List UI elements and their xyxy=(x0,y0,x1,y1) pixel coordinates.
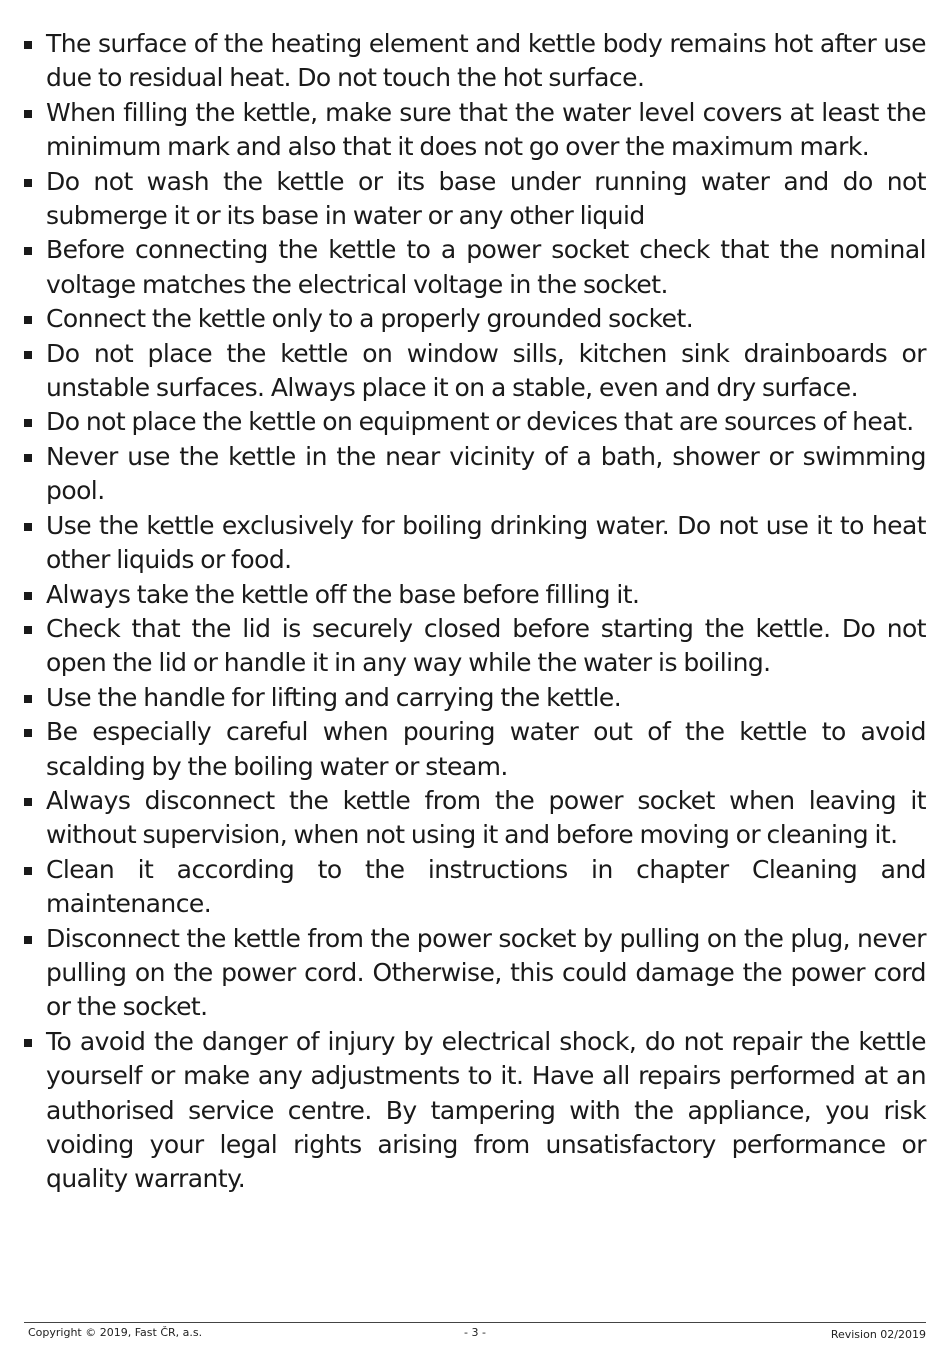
list-item-text: Before connecting the kettle to a power socket check that the nominal voltage matches the electrical voltage in the socket. xyxy=(46,235,926,299)
list-item-text: Do not place the kettle on window sills, kitchen sink drainboards or unstable surfaces. Always place it on a stable, even and dry surface. xyxy=(46,338,926,403)
list-item xyxy=(24,96,926,165)
square-bullet-icon xyxy=(24,867,32,875)
list-item xyxy=(24,578,926,612)
list-item xyxy=(24,165,926,234)
list-item xyxy=(24,853,926,922)
page-footer xyxy=(24,1326,926,1344)
list-item xyxy=(24,681,926,715)
list-item-text: Use the handle for lifting and carrying the kettle. xyxy=(46,682,622,712)
square-bullet-icon xyxy=(24,729,32,737)
square-bullet-icon xyxy=(24,523,32,531)
square-bullet-icon xyxy=(24,419,32,427)
list-item-text: Connect the kettle only to a properly grounded socket. xyxy=(46,304,694,334)
square-bullet-icon xyxy=(24,695,32,703)
list-item-text: Always disconnect the kettle from the power socket when leaving it without supervision, when not using it and before moving or cleaning it. xyxy=(46,785,926,850)
square-bullet-icon xyxy=(24,1039,32,1047)
list-item-text: Always take the kettle off the base before filling it. xyxy=(46,579,640,609)
list-item-text: Be especially careful when pouring water out of the kettle to avoid scalding by the boiling water or steam. xyxy=(46,717,926,781)
list-item xyxy=(24,405,926,439)
revision-label: Revision 02/2019 xyxy=(830,1328,926,1341)
list-item xyxy=(24,337,926,406)
list-item xyxy=(24,922,926,1025)
list-item-text: To avoid the danger of injury by electrical shock, do not repair the kettle yourself or make any adjustments to it. Have all repairs performed at an authorised service centre. By tampering with the appliance, you risk voiding your legal rights arising from unsatisfactory performance or quality warranty. xyxy=(46,1026,926,1194)
page-number: - 3 - xyxy=(464,1326,486,1339)
square-bullet-icon xyxy=(24,247,32,255)
copyright-notice: Copyright © 2019, Fast ČR, a.s. xyxy=(28,1326,203,1339)
list-item-text: Do not wash the kettle or its base under running water and do not submerge it or its base in water or any other liquid xyxy=(46,166,926,231)
list-item-text: Never use the kettle in the near vicinity of a bath, shower or swimming pool. xyxy=(46,441,926,506)
list-item-text: Use the kettle exclusively for boiling drinking water. Do not use it to heat other liquids or food. xyxy=(46,510,926,575)
footer-divider xyxy=(24,1322,926,1323)
list-item-text: The surface of the heating element and kettle body remains hot after use due to residual heat. Do not touch the hot surface. xyxy=(46,29,926,93)
list-item xyxy=(24,509,926,578)
list-item xyxy=(24,302,926,336)
list-item-text: When filling the kettle, make sure that the water level covers at least the minimum mark and also that it does not go over the maximum mark. xyxy=(46,97,926,162)
safety-instructions-list xyxy=(24,27,926,1197)
square-bullet-icon xyxy=(24,351,32,359)
square-bullet-icon xyxy=(24,41,32,49)
list-item xyxy=(24,440,926,509)
square-bullet-icon xyxy=(24,592,32,600)
square-bullet-icon xyxy=(24,110,32,118)
list-item xyxy=(24,715,926,784)
list-item xyxy=(24,612,926,681)
list-item xyxy=(24,1025,926,1197)
list-item-text: Do not place the kettle on equipment or devices that are sources of heat. xyxy=(46,407,914,437)
list-item-text: Check that the lid is securely closed before starting the kettle. Do not open the lid or handle it in any way while the water is boiling. xyxy=(46,613,926,678)
square-bullet-icon xyxy=(24,454,32,462)
square-bullet-icon xyxy=(24,316,32,324)
square-bullet-icon xyxy=(24,626,32,634)
list-item xyxy=(24,233,926,302)
square-bullet-icon xyxy=(24,936,32,944)
list-item-text: Clean it according to the instructions in chapter Cleaning and maintenance. xyxy=(46,854,926,919)
list-item-text: Disconnect the kettle from the power socket by pulling on the plug, never pulling on the power cord. Otherwise, this could damage the power cord or the socket. xyxy=(46,923,926,1022)
square-bullet-icon xyxy=(24,798,32,806)
list-item xyxy=(24,784,926,853)
list-item xyxy=(24,27,926,96)
square-bullet-icon xyxy=(24,179,32,187)
